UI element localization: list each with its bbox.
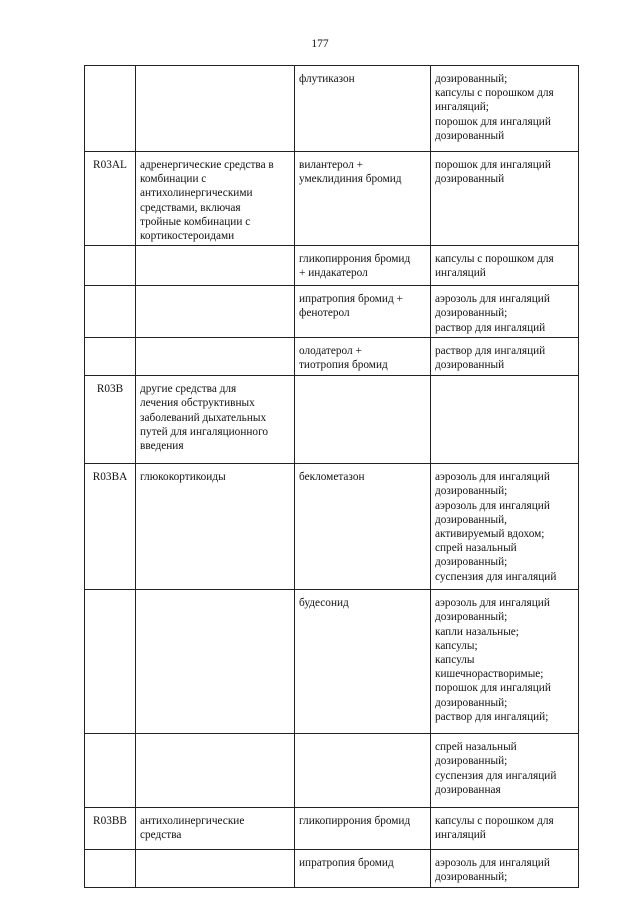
dosage-form-line: капсулы с порошком для bbox=[435, 87, 554, 100]
dosage-form-line: капсулы с порошком для bbox=[435, 815, 554, 828]
dosage-form-line: капсулы bbox=[435, 654, 475, 667]
group-name-line: путей для ингаляционного bbox=[140, 425, 269, 438]
drug-name-cell bbox=[295, 734, 431, 808]
dosage-form-line: капсулы; bbox=[435, 639, 478, 652]
drug-name-cell bbox=[295, 338, 431, 376]
atc-code-cell bbox=[85, 734, 136, 808]
group-name-line: глюкокортикоиды bbox=[140, 471, 226, 484]
dosage-form-line: аэрозоль для ингаляций bbox=[435, 499, 550, 512]
dosage-form-line: суспензия для ингаляций bbox=[435, 769, 557, 782]
dosage-form-line: ингаляций; bbox=[435, 101, 489, 114]
group-name-cell bbox=[136, 464, 295, 590]
group-name-cell bbox=[136, 376, 295, 464]
table-row bbox=[85, 246, 579, 286]
drug-name-line: будесонид bbox=[299, 597, 349, 610]
atc-code-cell: R03BB bbox=[85, 808, 136, 850]
table-row bbox=[85, 376, 579, 464]
table-row bbox=[85, 464, 579, 590]
group-name-line: лечения обструктивных bbox=[140, 397, 255, 410]
drug-name-line: + индакатерол bbox=[299, 267, 368, 280]
group-name-line: средства bbox=[140, 829, 182, 842]
dosage-form-line: аэрозоль для ингаляций bbox=[435, 857, 550, 870]
dosage-form-cell bbox=[431, 66, 579, 152]
dosage-form-line: аэрозоль для ингаляций bbox=[435, 471, 550, 484]
table-row bbox=[85, 66, 579, 152]
group-name-line: введения bbox=[140, 440, 184, 453]
group-name-line: тройные комбинации с bbox=[140, 215, 251, 228]
atc-code-cell bbox=[85, 246, 136, 286]
atc-code-cell bbox=[85, 338, 136, 376]
atc-code-cell: R03BA bbox=[85, 464, 136, 590]
group-name-cell bbox=[136, 590, 295, 734]
dosage-form-line: дозированная bbox=[435, 783, 501, 796]
drug-name-cell bbox=[295, 286, 431, 338]
dosage-form-line: ингаляций bbox=[435, 829, 486, 842]
dosage-form-line: порошок для ингаляций bbox=[435, 115, 551, 128]
dosage-form-line: дозированный, bbox=[435, 513, 507, 526]
drug-name-cell bbox=[295, 464, 431, 590]
drug-name-cell bbox=[295, 152, 431, 246]
table-row bbox=[85, 850, 579, 888]
table-row bbox=[85, 590, 579, 734]
table-row bbox=[85, 286, 579, 338]
dosage-form-cell bbox=[431, 338, 579, 376]
group-name-line: средствами, включая bbox=[140, 201, 241, 214]
drug-name-cell bbox=[295, 850, 431, 888]
dosage-form-line: порошок для ингаляций bbox=[435, 682, 551, 695]
group-name-cell bbox=[136, 66, 295, 152]
group-name-line: антихолинергические bbox=[140, 815, 245, 828]
group-name-cell bbox=[136, 246, 295, 286]
dosage-form-cell bbox=[431, 246, 579, 286]
group-name-line: антихолинергическими bbox=[140, 187, 253, 200]
dosage-form-cell bbox=[431, 808, 579, 850]
dosage-form-line: аэрозоль для ингаляций bbox=[435, 293, 550, 306]
drug-name-line: вилантерол + bbox=[299, 159, 364, 171]
drug-name-cell bbox=[295, 376, 431, 464]
dosage-form-line: дозированный; bbox=[435, 871, 508, 884]
table-row bbox=[85, 808, 579, 850]
dosage-form-line: спрей назальный bbox=[435, 542, 517, 555]
dosage-form-cell bbox=[431, 286, 579, 338]
drug-name-cell bbox=[295, 590, 431, 734]
table-row bbox=[85, 734, 579, 808]
group-name-line: адренергические средства в bbox=[140, 159, 274, 171]
group-name-line: другие средства для bbox=[140, 383, 237, 396]
dosage-form-line: дозированный; bbox=[435, 755, 508, 768]
dosage-form-cell bbox=[431, 590, 579, 734]
drug-name-line: ипратропия бромид + bbox=[299, 293, 403, 306]
group-name-cell bbox=[136, 152, 295, 246]
dosage-form-cell bbox=[431, 376, 579, 464]
drug-name-line: ипратропия бромид bbox=[299, 857, 394, 870]
dosage-form-line: раствор для ингаляций bbox=[435, 321, 546, 334]
drug-name-line: олодатерол + bbox=[299, 345, 362, 358]
dosage-form-line: дозированный bbox=[435, 359, 505, 372]
atc-code-cell bbox=[85, 850, 136, 888]
drug-name-cell bbox=[295, 808, 431, 850]
group-name-cell bbox=[136, 850, 295, 888]
dosage-form-line: спрей назальный bbox=[435, 741, 517, 754]
table-row bbox=[85, 338, 579, 376]
atc-code-cell bbox=[85, 66, 136, 152]
dosage-form-line: дозированный; bbox=[435, 307, 508, 320]
drug-name-line: гликопиррония бромид bbox=[299, 815, 411, 828]
dosage-form-cell bbox=[431, 850, 579, 888]
drug-classification-table bbox=[84, 65, 579, 888]
dosage-form-cell bbox=[431, 152, 579, 246]
atc-code-cell: R03AL bbox=[85, 152, 136, 246]
dosage-form-line: дозированный; bbox=[435, 73, 508, 85]
dosage-form-line: дозированный; bbox=[435, 696, 508, 709]
dosage-form-line: дозированный; bbox=[435, 556, 508, 569]
dosage-form-line: раствор для ингаляций; bbox=[435, 710, 549, 723]
dosage-form-line: аэрозоль для ингаляций bbox=[435, 597, 550, 610]
drug-name-line: флутиказон bbox=[299, 73, 355, 85]
group-name-line: заболеваний дыхательных bbox=[140, 411, 267, 424]
dosage-form-cell bbox=[431, 464, 579, 590]
group-name-cell bbox=[136, 338, 295, 376]
drug-name-cell bbox=[295, 66, 431, 152]
dosage-form-line: дозированный; bbox=[435, 485, 508, 498]
dosage-form-line: дозированный; bbox=[435, 611, 508, 624]
drug-name-line: умеклидиния бромид bbox=[299, 173, 402, 186]
drug-name-line: беклометазон bbox=[299, 471, 365, 484]
dosage-form-cell bbox=[431, 734, 579, 808]
drug-name-line: тиотропия бромид bbox=[299, 359, 388, 372]
dosage-form-line: порошок для ингаляций bbox=[435, 159, 551, 171]
dosage-form-line: капсулы с порошком для bbox=[435, 253, 554, 266]
group-name-line: комбинации с bbox=[140, 173, 207, 186]
dosage-form-line: кишечнорастворимые; bbox=[435, 668, 544, 681]
group-name-cell bbox=[136, 734, 295, 808]
dosage-form-line: ингаляций bbox=[435, 267, 486, 280]
dosage-form-line: дозированный bbox=[435, 173, 505, 186]
page-number: 177 bbox=[311, 38, 329, 50]
atc-code-cell bbox=[85, 590, 136, 734]
table-row bbox=[85, 152, 579, 246]
drug-name-cell bbox=[295, 246, 431, 286]
drug-name-line: фенотерол bbox=[299, 307, 350, 320]
group-name-cell bbox=[136, 286, 295, 338]
dosage-form-line: дозированный bbox=[435, 129, 505, 142]
dosage-form-line: активируемый вдохом; bbox=[435, 528, 545, 541]
group-name-line: кортикостероидами bbox=[140, 230, 235, 243]
atc-code-cell bbox=[85, 286, 136, 338]
dosage-form-line: раствор для ингаляций bbox=[435, 345, 546, 358]
drug-name-line: гликопиррония бромид bbox=[299, 253, 411, 266]
atc-code-cell: R03B bbox=[85, 376, 136, 464]
dosage-form-line: суспензия для ингаляций bbox=[435, 570, 557, 583]
group-name-cell bbox=[136, 808, 295, 850]
dosage-form-line: капли назальные; bbox=[435, 625, 519, 638]
